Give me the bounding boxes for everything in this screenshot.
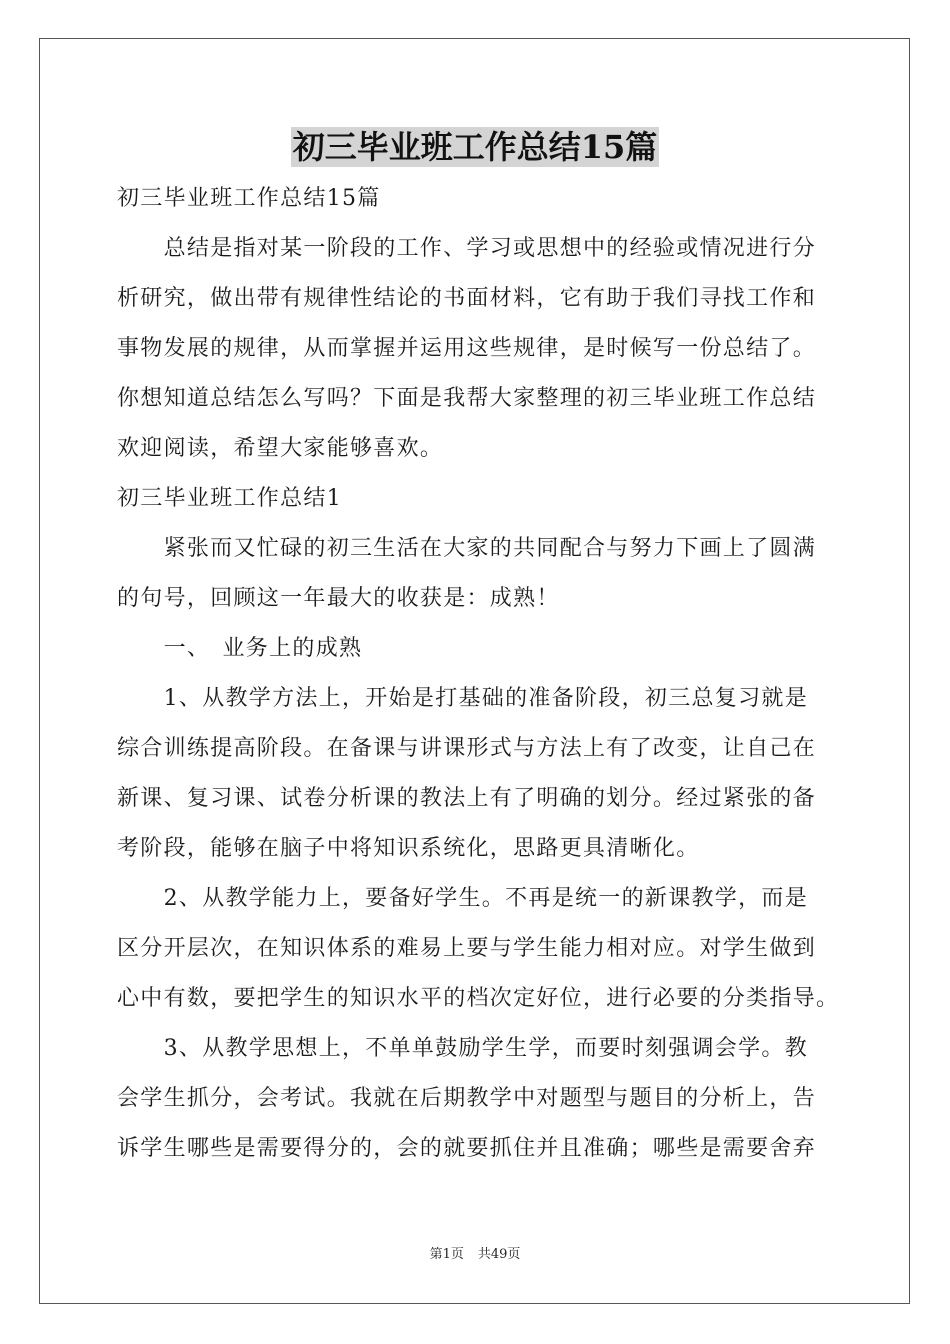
page-footer	[0, 1246, 950, 1264]
body-line: 新课、复习课、试卷分析课的教法上有了明确的划分。经过紧张的备	[117, 786, 817, 811]
page-number: 第1页	[429, 1247, 464, 1262]
body-line: 析研究，做出带有规律性结论的书面材料，它有助于我们寻找工作和	[117, 286, 817, 311]
body-line: 紧张而又忙碌的初三生活在大家的共同配合与努力下画上了圆满	[117, 536, 817, 561]
title-wrapper	[0, 127, 950, 167]
page-border	[39, 38, 910, 1304]
body-line: 考阶段，能够在脑子中将知识系统化，思路更具清晰化。	[117, 836, 700, 861]
body-line: 会学生抓分，会考试。我就在后期教学中对题型与题目的分析上，告	[117, 1086, 817, 1111]
body-line: 的句号，回顾这一年最大的收获是：成熟！	[117, 586, 560, 611]
body-line: 1、从教学方法上，开始是打基础的准备阶段，初三总复习就是	[117, 686, 808, 711]
subsection-heading: 一、 业务上的成熟	[117, 636, 363, 661]
subtitle-line: 初三毕业班工作总结15篇	[117, 186, 381, 211]
body-line: 欢迎阅读，希望大家能够喜欢。	[117, 436, 444, 461]
body-line: 心中有数，要把学生的知识水平的档次定好位，进行必要的分类指导。	[117, 986, 840, 1011]
body-line: 诉学生哪些是需要得分的，会的就要抓住并且准确；哪些是需要舍弃	[117, 1136, 817, 1161]
body-line: 3、从教学思想上，不单单鼓励学生学，而要时刻强调会学。教	[117, 1036, 808, 1061]
body-line: 事物发展的规律，从而掌握并运用这些规律，是时候写一份总结了。	[117, 336, 817, 361]
body-line: 你想知道总结怎么写吗？下面是我帮大家整理的初三毕业班工作总结	[117, 386, 817, 411]
body-line: 总结是指对某一阶段的工作、学习或思想中的经验或情况进行分	[117, 236, 817, 261]
document-title: 初三毕业班工作总结15篇	[292, 128, 658, 166]
page-total: 共49页	[477, 1247, 521, 1262]
body-line: 区分开层次，在知识体系的难易上要与学生能力相对应。对学生做到	[117, 936, 817, 961]
body-line: 2、从教学能力上，要备好学生。不再是统一的新课教学，而是	[117, 886, 808, 911]
body-line: 综合训练提高阶段。在备课与讲课形式与方法上有了改变，让自己在	[117, 736, 817, 761]
section-heading: 初三毕业班工作总结1	[117, 486, 342, 511]
